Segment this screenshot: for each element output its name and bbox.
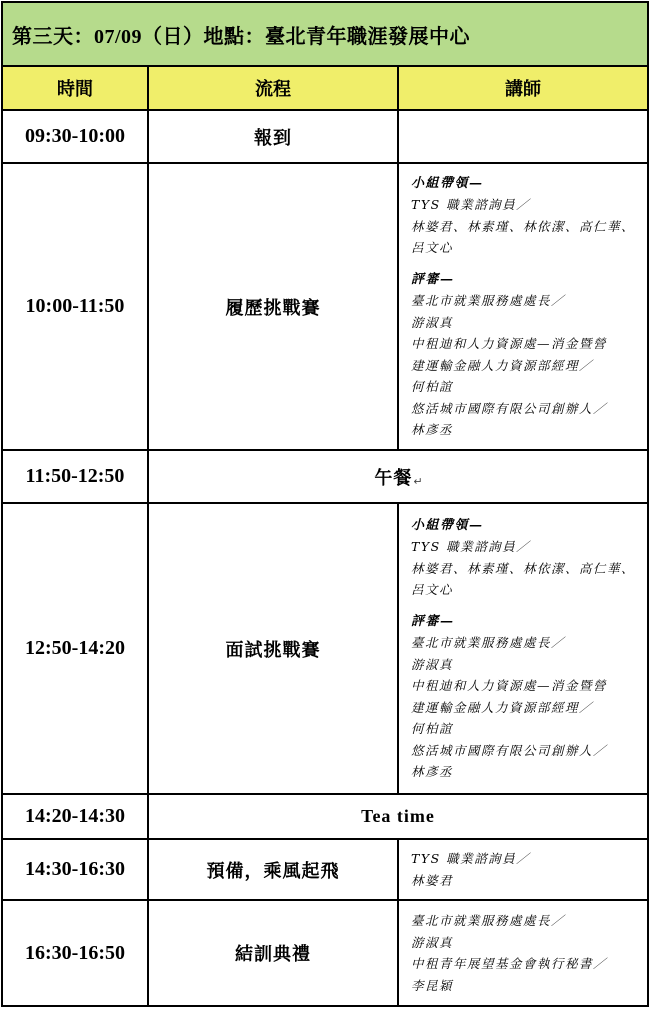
speaker-cell [398,163,648,450]
speaker-line: 游淑真 [411,934,454,950]
speaker-line: 何柏誼 [411,721,454,736]
speaker-line: TYS 職業諮詢員／ [411,197,531,212]
speaker-line: 悠活城市國際有限公司創辦人／ [411,400,608,416]
process-cell: 面試挑戰賽 [148,503,398,794]
speaker-cell [398,839,648,900]
speaker-line: 臺北市就業服務處處長／ [411,913,566,928]
time-cell: 16:30-16:50 [2,900,148,1006]
speaker-line [411,601,643,611]
speaker-line: 建運輸金融人力資源部經理／ [411,357,594,373]
title-row [2,2,648,66]
table-row [2,163,648,450]
speaker-line: 臺北市就業服務處處長／ [411,293,566,308]
table-row [2,450,648,503]
speaker-line: TYS 職業諮詢員／ [411,851,531,866]
process-cell: 結訓典禮 [148,900,398,1006]
table-row [2,503,648,794]
speaker-line [411,259,643,269]
table-row [2,839,648,900]
column-header-time: 時間 [2,66,148,110]
column-header-process: 流程 [148,66,398,110]
table-row [2,900,648,1006]
speaker-line: 臺北市就業服務處處長／ [411,635,566,650]
process-cell: 履歷挑戰賽 [148,163,398,450]
process-label: 午餐 [374,467,413,488]
speaker-line: 中租青年展望基金會執行秘書／ [411,956,608,971]
page-title: 第三天：07/09（日）地點：臺北青年職涯發展中心 [2,2,648,66]
speaker-line: 建運輸金融人力資源部經理／ [411,699,594,715]
time-cell: 09:30-10:00 [2,110,148,163]
time-cell: 14:30-16:30 [2,839,148,900]
speaker-line: 評審— [411,613,455,629]
speaker-line: 游淑真 [411,314,454,330]
speaker-line: 中租迪和人力資源處—消金暨營 [411,336,608,351]
speaker-line: 林婆君、林素瑾、林依潔、高仁華、 [411,560,636,576]
schedule-table [1,1,649,1007]
table-row [2,794,648,839]
speaker-cell [398,503,648,794]
speaker-line: 林彥丞 [411,764,454,779]
speaker-line: 林婆君、林素瑾、林依潔、高仁華、 [411,218,636,234]
speaker-line: 李昆穎 [411,977,454,993]
speaker-line: 悠活城市國際有限公司創辦人／ [411,742,608,758]
speaker-line: 林彥丞 [411,422,454,437]
speaker-line: 評審— [411,271,455,287]
speaker-cell [398,900,648,1006]
schedule-sheet [1,1,649,1007]
process-cell: 預備，乘風起飛 [148,839,398,900]
time-cell: 12:50-14:20 [2,503,148,794]
process-cell-merged [148,450,648,503]
speaker-line: 呂文心 [411,240,454,255]
speaker-line: 游淑真 [411,656,454,672]
speaker-line: 林婆君 [411,872,454,888]
column-header-speaker: 講師 [398,66,648,110]
time-cell: 11:50-12:50 [2,450,148,503]
speaker-line: 小組帶領— [411,517,484,533]
line-break-mark: ↵ [413,474,423,488]
speaker-line: TYS 職業諮詢員／ [411,539,531,554]
speaker-line: 呂文心 [411,582,454,597]
process-cell-merged: Tea time [148,794,648,839]
process-cell: 報到 [148,110,398,163]
speaker-cell-empty [398,110,648,163]
speaker-line: 中租迪和人力資源處—消金暨營 [411,678,608,693]
time-cell: 14:20-14:30 [2,794,148,839]
speaker-line: 小組帶領— [411,175,484,191]
time-cell: 10:00-11:50 [2,163,148,450]
header-row [2,66,648,110]
table-row [2,110,648,163]
speaker-line: 何柏誼 [411,379,454,394]
